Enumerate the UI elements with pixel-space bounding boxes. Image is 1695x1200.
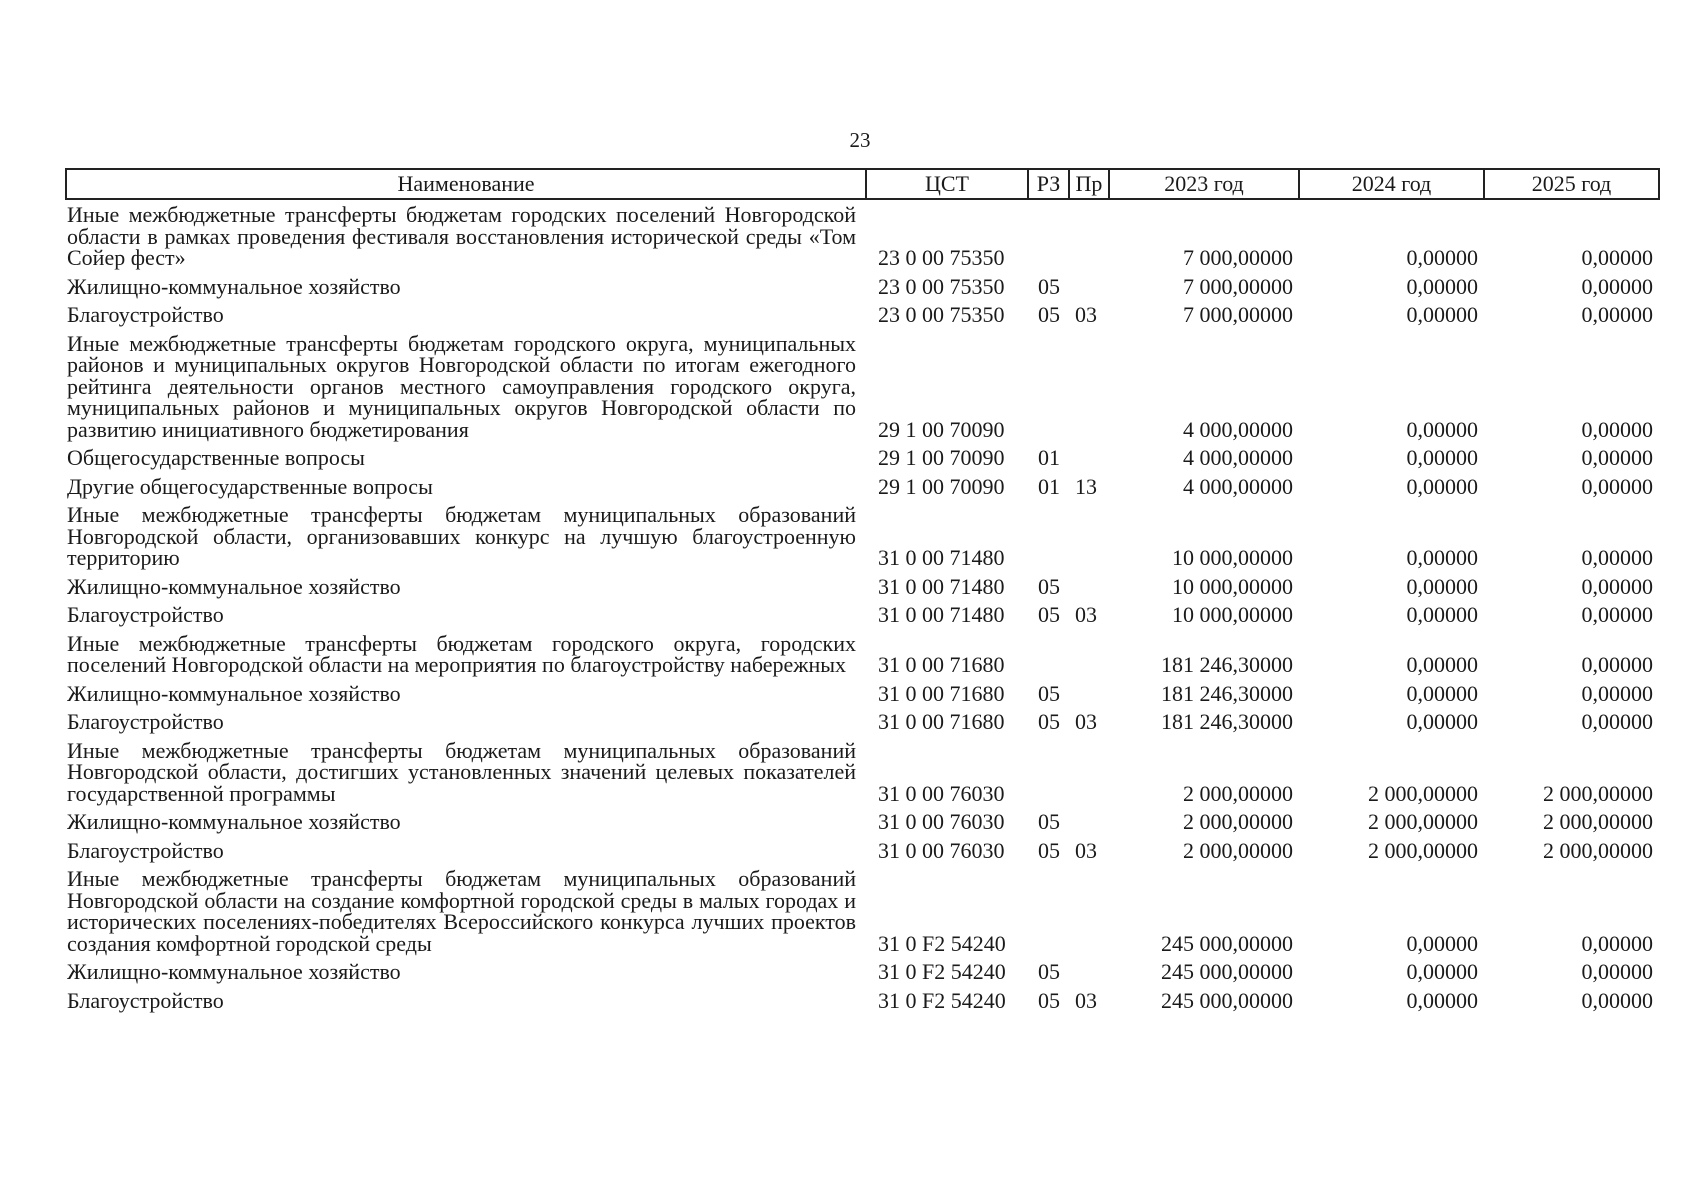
cell-2025: 2 000,00000 (1543, 780, 1653, 806)
cell-2023: 245 000,00000 (1161, 930, 1293, 956)
header-2025: 2025 год (1484, 169, 1659, 199)
cell-rz: 05 (1038, 837, 1060, 863)
cell-cst: 31 0 00 71680 (878, 709, 1005, 734)
cell-name: Иные межбюджетные трансферты бюджетам муниципальных образований Новгородской области, достигших установленных значений целевых показателей государственной программы (67, 737, 856, 806)
table-header (66, 169, 1659, 199)
cell-name: Иные межбюджетные трансферты бюджетам муниципальных образований Новгородской области на создание комфортной городской среды в малых городах и исторических поселениях-победителях Всероссийского конкурса лучших проектов создания комфортной городской среды (67, 866, 856, 956)
cell-name: Иные межбюджетные трансферты бюджетам городских поселений Новгородской области в рамках проведения фестиваля восстановления исторической среды «Том Сойер фест» (67, 202, 856, 270)
cell-pr (1069, 811, 1109, 840)
cell-pr: 03 (1075, 602, 1097, 627)
cell-2025: 0,00000 (1581, 445, 1653, 470)
table-row (66, 604, 1659, 633)
cell-name: Благоустройство (67, 987, 224, 1013)
table-row (66, 476, 1659, 505)
cell-2024: 0,00000 (1406, 416, 1478, 442)
cell-rz: 05 (1038, 959, 1060, 984)
header-rz: РЗ (1028, 169, 1069, 199)
table-row (66, 447, 1659, 476)
cell-2024: 0,00000 (1406, 987, 1478, 1013)
cell-name: Общегосударственные вопросы (67, 445, 365, 470)
cell-2024: 0,00000 (1406, 573, 1478, 599)
cell-2023: 181 246,30000 (1161, 680, 1293, 706)
cell-cst: 31 0 00 76030 (878, 780, 1005, 806)
cell-2023: 4 000,00000 (1183, 473, 1293, 499)
cell-pr (1069, 199, 1109, 276)
cell-rz: 05 (1038, 809, 1060, 834)
cell-2025: 2 000,00000 (1543, 809, 1653, 834)
cell-rz: 05 (1038, 302, 1060, 327)
cell-rz: 05 (1038, 273, 1060, 299)
cell-pr (1069, 333, 1109, 448)
cell-2023: 181 246,30000 (1161, 709, 1293, 734)
header-name: Наименование (66, 169, 866, 199)
cell-name: Жилищно-коммунальное хозяйство (67, 959, 401, 984)
cell-cst: 31 0 00 71680 (878, 652, 1005, 677)
cell-cst: 31 0 F2 54240 (878, 959, 1006, 984)
cell-name: Иные межбюджетные трансферты бюджетам муниципальных образований Новгородской области, организовавших конкурс на лучшую благоустроенную территорию (67, 502, 856, 570)
table-row (66, 633, 1659, 683)
cell-name: Жилищно-коммунальное хозяйство (67, 573, 401, 599)
cell-2025: 0,00000 (1581, 302, 1653, 327)
cell-2025: 0,00000 (1581, 680, 1653, 706)
cell-2024: 0,00000 (1406, 652, 1478, 677)
cell-cst: 31 0 00 71680 (878, 680, 1005, 706)
cell-rz (1028, 504, 1069, 576)
cell-name: Жилищно-коммунальное хозяйство (67, 680, 401, 706)
cell-cst: 29 1 00 70090 (878, 473, 1005, 499)
cell-2024: 0,00000 (1406, 473, 1478, 499)
cell-pr: 13 (1075, 473, 1097, 499)
cell-2025: 2 000,00000 (1543, 837, 1653, 863)
cell-2023: 10 000,00000 (1172, 573, 1293, 599)
cell-name: Жилищно-коммунальное хозяйство (67, 273, 401, 299)
cell-2025: 0,00000 (1581, 473, 1653, 499)
table-row (66, 961, 1659, 990)
cell-2024: 0,00000 (1406, 680, 1478, 706)
cell-2023: 4 000,00000 (1183, 416, 1293, 442)
cell-pr (1069, 576, 1109, 605)
cell-pr (1069, 868, 1109, 961)
header-2024: 2024 год (1299, 169, 1484, 199)
header-row (66, 169, 1659, 199)
cell-cst: 31 0 00 71480 (878, 545, 1005, 570)
cell-2023: 2 000,00000 (1183, 780, 1293, 806)
cell-2025: 0,00000 (1581, 545, 1653, 570)
cell-pr (1069, 276, 1109, 305)
cell-pr (1069, 633, 1109, 683)
cell-rz (1028, 868, 1069, 961)
cell-name: Благоустройство (67, 602, 224, 627)
cell-2024: 0,00000 (1406, 545, 1478, 570)
cell-2023: 7 000,00000 (1183, 273, 1293, 299)
cell-name: Другие общегосударственные вопросы (67, 473, 433, 499)
table-row (66, 276, 1659, 305)
cell-rz: 05 (1038, 602, 1060, 627)
cell-cst: 31 0 F2 54240 (878, 930, 1006, 956)
cell-2024: 0,00000 (1406, 959, 1478, 984)
cell-2023: 245 000,00000 (1161, 959, 1293, 984)
cell-rz (1028, 199, 1069, 276)
cell-cst: 31 0 00 76030 (878, 809, 1005, 834)
cell-2025: 0,00000 (1581, 987, 1653, 1013)
cell-cst: 23 0 00 75350 (878, 245, 1005, 270)
cell-cst: 31 0 00 76030 (878, 837, 1005, 863)
cell-2024: 0,00000 (1406, 930, 1478, 956)
cell-2023: 7 000,00000 (1183, 245, 1293, 270)
cell-rz (1028, 333, 1069, 448)
table-row (66, 504, 1659, 576)
table-body (66, 199, 1659, 1018)
cell-cst: 31 0 F2 54240 (878, 987, 1006, 1013)
table-row (66, 740, 1659, 812)
table-row (66, 304, 1659, 333)
cell-cst: 31 0 00 71480 (878, 602, 1005, 627)
table-row (66, 199, 1659, 276)
cell-2025: 0,00000 (1581, 959, 1653, 984)
cell-rz: 05 (1038, 680, 1060, 706)
cell-2024: 2 000,00000 (1368, 780, 1478, 806)
cell-2025: 0,00000 (1581, 602, 1653, 627)
header-cst: ЦСТ (866, 169, 1028, 199)
cell-cst: 29 1 00 70090 (878, 416, 1005, 442)
cell-cst: 23 0 00 75350 (878, 302, 1005, 327)
cell-cst: 23 0 00 75350 (878, 273, 1005, 299)
cell-pr (1069, 504, 1109, 576)
cell-name: Благоустройство (67, 837, 224, 863)
cell-name: Иные межбюджетные трансферты бюджетам городского округа, муниципальных районов и муниципальных округов Новгородской области по итогам ежегодного рейтинга деятельности органов местного самоуправления городского округа, муниципальных районов и муниципальных округов Новгородской области по развитию инициативного бюджетирования (67, 330, 856, 442)
table-row (66, 333, 1659, 448)
cell-name: Иные межбюджетные трансферты бюджетам городского округа, городских поселений Новгородской области на мероприятия по благоустройству набережных (67, 630, 856, 677)
cell-2025: 0,00000 (1581, 652, 1653, 677)
cell-2023: 181 246,30000 (1161, 652, 1293, 677)
cell-2023: 2 000,00000 (1183, 837, 1293, 863)
table-row (66, 840, 1659, 869)
cell-rz: 05 (1038, 709, 1060, 734)
table-row (66, 990, 1659, 1019)
cell-2024: 0,00000 (1406, 445, 1478, 470)
table-row (66, 683, 1659, 712)
cell-2025: 0,00000 (1581, 416, 1653, 442)
table-row (66, 576, 1659, 605)
cell-2023: 10 000,00000 (1172, 545, 1293, 570)
table-row (66, 868, 1659, 961)
table-row (66, 811, 1659, 840)
cell-2023: 4 000,00000 (1183, 445, 1293, 470)
cell-2024: 0,00000 (1406, 273, 1478, 299)
cell-2024: 0,00000 (1406, 302, 1478, 327)
cell-2024: 2 000,00000 (1368, 809, 1478, 834)
cell-pr: 03 (1075, 709, 1097, 734)
cell-2023: 2 000,00000 (1183, 809, 1293, 834)
cell-name: Благоустройство (67, 709, 224, 734)
cell-pr (1069, 447, 1109, 476)
cell-2023: 7 000,00000 (1183, 302, 1293, 327)
cell-2025: 0,00000 (1581, 573, 1653, 599)
cell-name: Жилищно-коммунальное хозяйство (67, 809, 401, 834)
cell-cst: 31 0 00 71480 (878, 573, 1005, 599)
cell-rz: 05 (1038, 573, 1060, 599)
cell-2024: 0,00000 (1406, 709, 1478, 734)
header-2023: 2023 год (1109, 169, 1299, 199)
cell-2025: 0,00000 (1581, 709, 1653, 734)
cell-pr (1069, 961, 1109, 990)
cell-2024: 0,00000 (1406, 602, 1478, 627)
cell-rz: 05 (1038, 987, 1060, 1013)
cell-2025: 0,00000 (1581, 930, 1653, 956)
cell-pr (1069, 740, 1109, 812)
cell-rz: 01 (1038, 445, 1060, 470)
cell-2025: 0,00000 (1581, 273, 1653, 299)
header-pr: Пр (1069, 169, 1109, 199)
cell-pr: 03 (1075, 837, 1097, 863)
table-row (66, 711, 1659, 740)
cell-cst: 29 1 00 70090 (878, 445, 1005, 470)
cell-rz (1028, 740, 1069, 812)
budget-table (65, 168, 1660, 1018)
page-number: 23 (849, 128, 871, 152)
cell-rz (1028, 633, 1069, 683)
cell-2023: 10 000,00000 (1172, 602, 1293, 627)
cell-2023: 245 000,00000 (1161, 987, 1293, 1013)
cell-rz: 01 (1038, 473, 1060, 499)
cell-name: Благоустройство (67, 302, 224, 327)
cell-pr: 03 (1075, 987, 1097, 1013)
cell-pr: 03 (1075, 302, 1097, 327)
cell-2024: 0,00000 (1406, 245, 1478, 270)
cell-pr (1069, 683, 1109, 712)
cell-2025: 0,00000 (1581, 245, 1653, 270)
cell-2024: 2 000,00000 (1368, 837, 1478, 863)
